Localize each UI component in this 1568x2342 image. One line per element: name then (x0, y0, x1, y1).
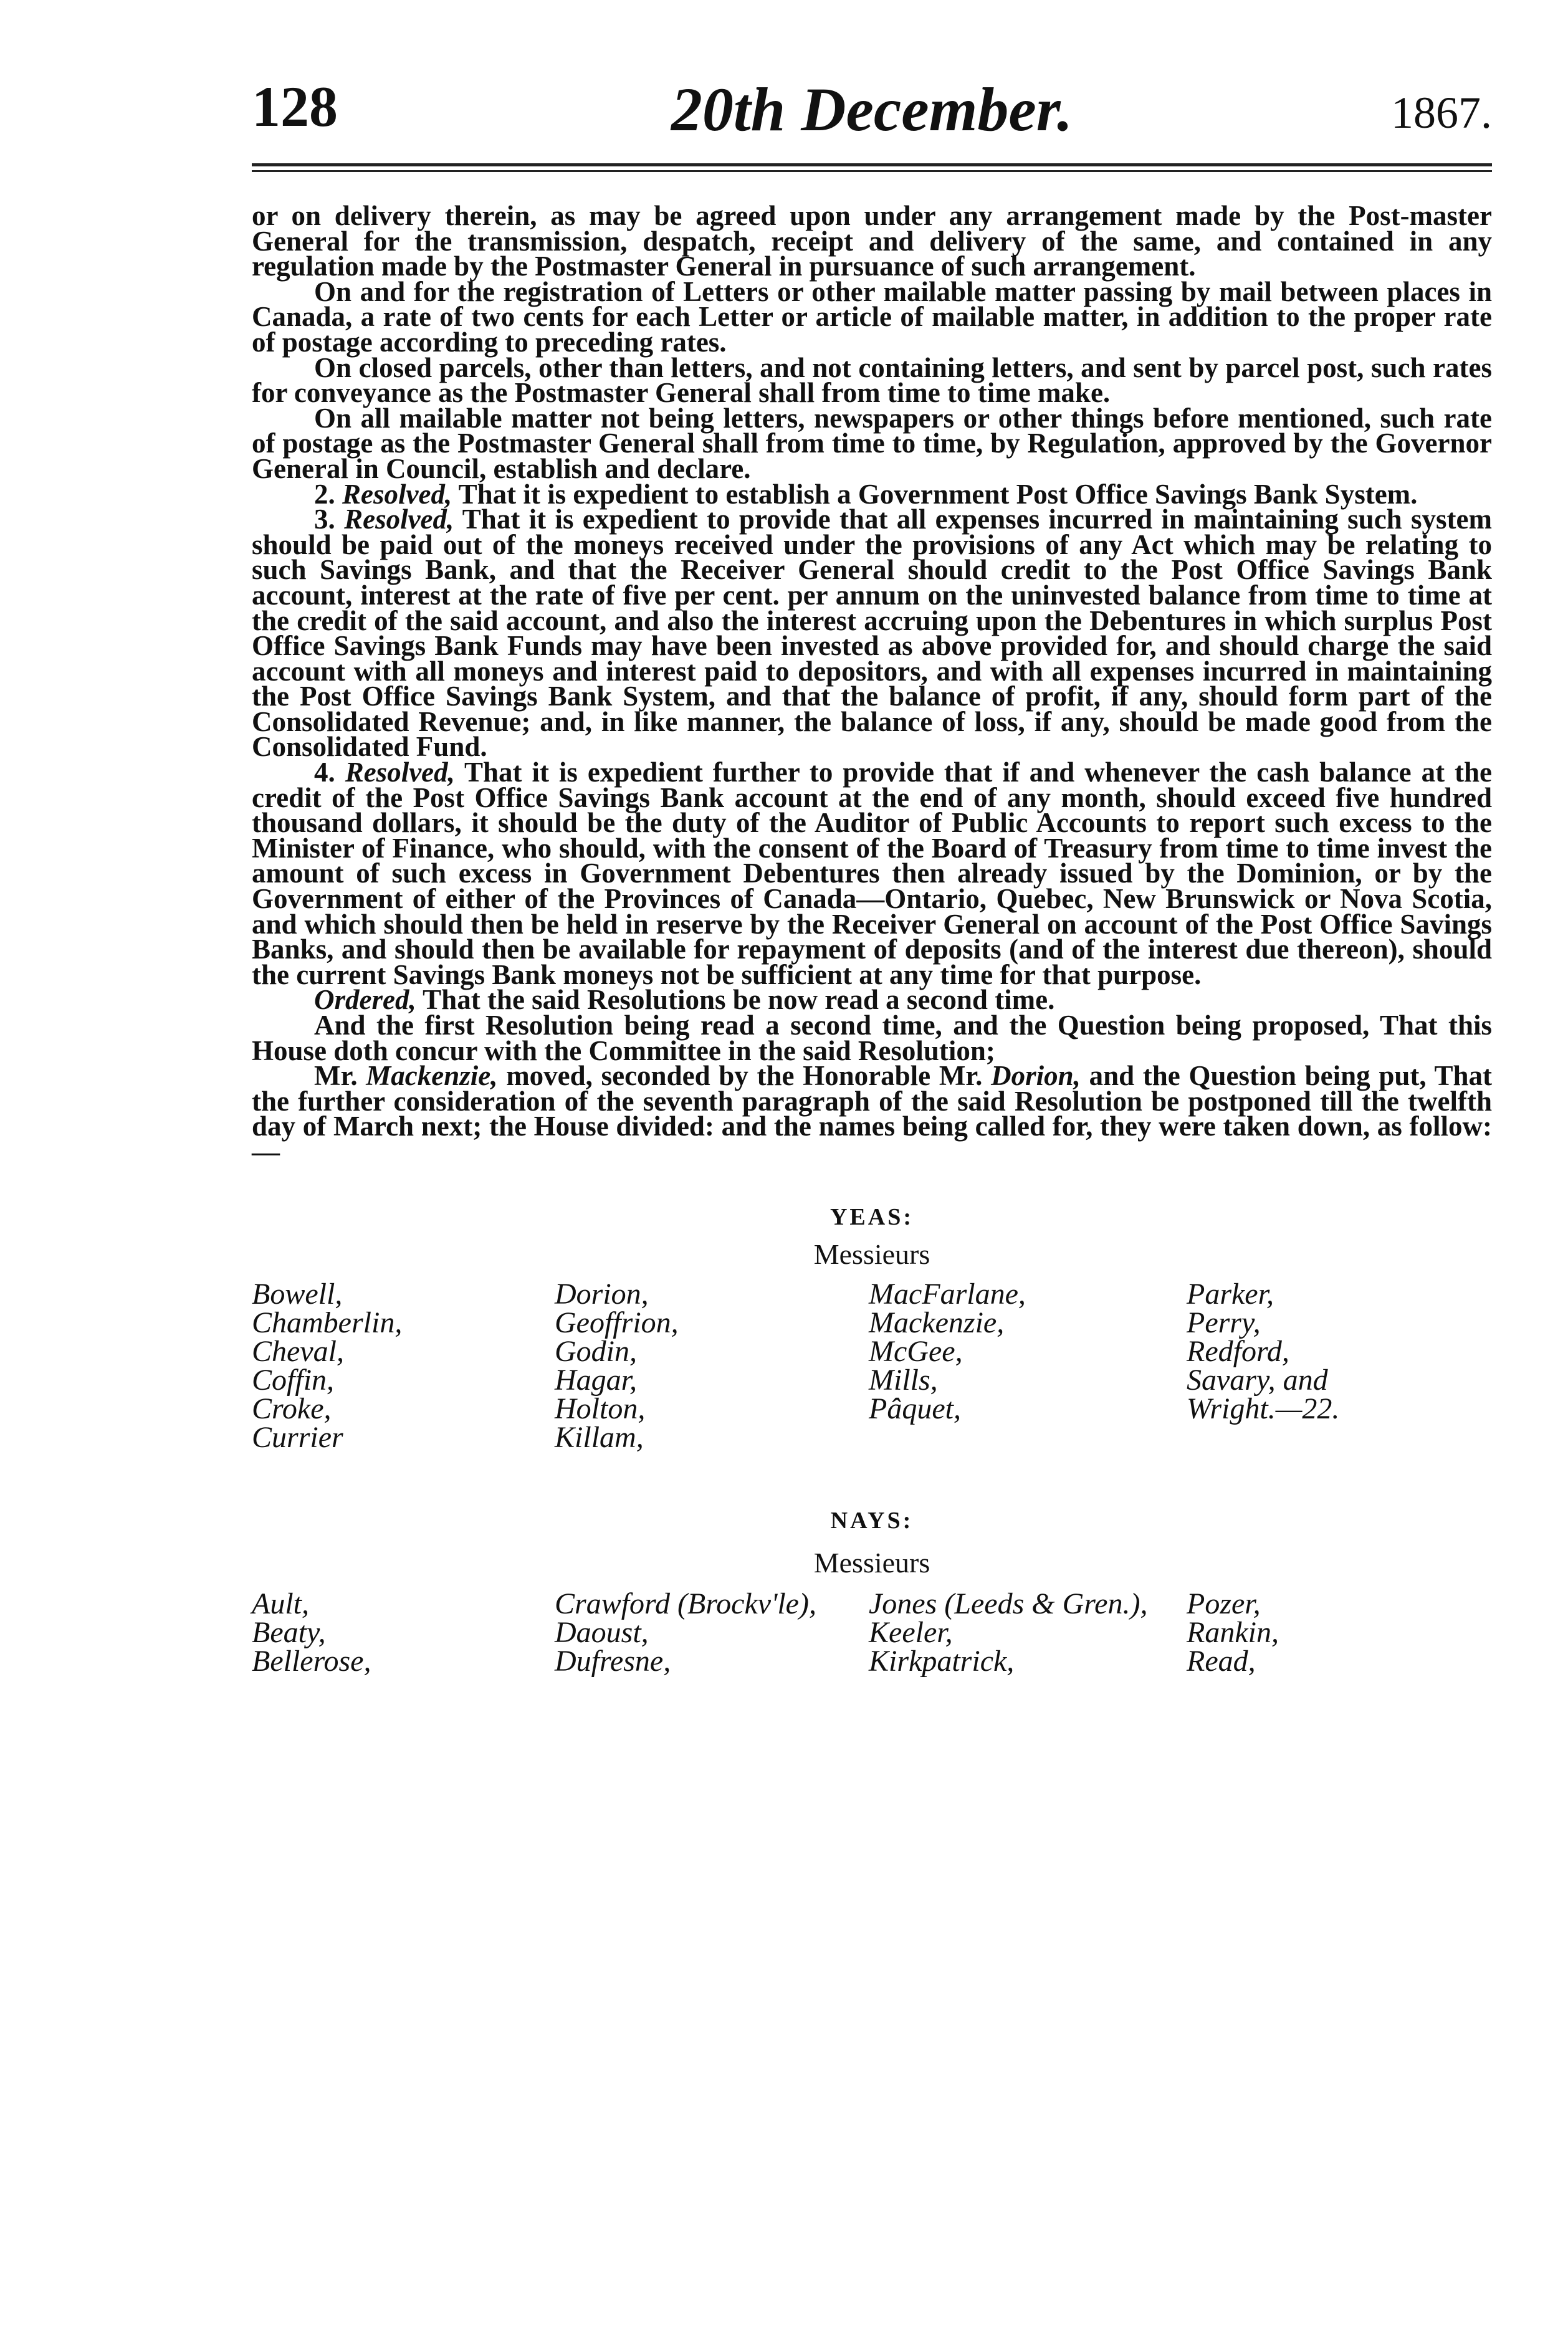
member-name: Geoffrion, (555, 1306, 679, 1339)
resolution-text: That it is expedient to establish a Government Post Office Savings Bank System. (458, 478, 1418, 510)
yeas-column-3 (869, 1277, 1026, 1425)
yeas-messieurs: Messieurs (813, 1238, 930, 1271)
resolved-label: Resolved, (344, 504, 454, 535)
member-name: Holton, (555, 1392, 646, 1425)
member-name: Jones (Leeds & Gren.), (869, 1587, 1148, 1620)
resolved-label: Resolved, (342, 478, 452, 510)
member-name: MacFarlane, (869, 1277, 1026, 1311)
body-text (252, 200, 1493, 1683)
member-name: Redford, (1187, 1334, 1289, 1368)
member-name: Currier (252, 1420, 343, 1454)
resolution-number: 3. (314, 504, 335, 535)
member-name: Wright.—22. (1187, 1392, 1340, 1425)
paragraph-motion (252, 1060, 1493, 1167)
nays-messieurs: Messieurs (813, 1547, 930, 1579)
mover-name: Mackenzie, (366, 1060, 498, 1092)
ordered-label: Ordered, (314, 984, 416, 1016)
nays-column-2 (555, 1587, 816, 1678)
nays-column-4 (1187, 1587, 1279, 1678)
motion-seconded: moved, seconded by the Honorable Mr. (506, 1060, 983, 1092)
resolution-4 (252, 757, 1493, 990)
page-header (252, 74, 1492, 142)
member-name: Cheval, (252, 1334, 344, 1368)
order-text: That the said Resolutions be now read a second time. (423, 984, 1055, 1016)
resolved-label: Resolved, (345, 757, 455, 788)
resolution-number: 2. (314, 478, 335, 510)
paragraph-registration: On and for the registration of Letters or other mailable matter passing by mail between places in Canada, a rate of two cents for each Letter or article of mailable matter, in addition to the proper rate of postage according to preceding rates. (252, 275, 1492, 358)
resolution-number: 4. (314, 757, 335, 788)
member-name: Crawford (Brockv'le), (555, 1587, 816, 1620)
yeas-heading: YEAS: (829, 1203, 914, 1230)
member-name: Croke, (252, 1392, 332, 1425)
member-name: Rankin, (1187, 1615, 1279, 1649)
order-second-reading (252, 984, 1492, 1016)
paragraph-mailable-matter: On all mailable matter not being letters, newspapers or other things before mentioned, such rate of postage as the Postmaster General shall from time to time, by Regulation, approved by the Governor General in Council, establish and declare. (252, 402, 1492, 484)
header-rule-bottom (252, 170, 1492, 172)
member-name: Chamberlin, (252, 1306, 403, 1339)
member-name: McGee, (869, 1334, 963, 1368)
member-name: Pâquet, (869, 1392, 961, 1425)
member-name: Mills, (869, 1363, 938, 1397)
resolution-2 (252, 478, 1492, 510)
resolution-text: That it is expedient further to provide that if and whenever the cash balance at the credit of the Post Office Savings Bank account at the end of any month, should exceed five hundred thousand dollars, it should be the duty of the Auditor of Public Accounts to report such excess to the Minister of Finance, who should, with the consent of the Board of Treasury from time to time invest the amount of such excess in Government Debentures then already issued by the Dominion, or by the Government of either of the Provinces of Canada—Ontario, Quebec, New Brunswick or Nova Scotia, and which should then be held in reserve by the Receiver General on account of the Post Office Savings Banks, and should then be available for repayment of deposits (and of the interest due thereon), should the current Savings Bank moneys not be sufficient at any time for that purpose. (252, 757, 1493, 990)
header-year: 1867. (1391, 88, 1492, 138)
nays-column-1 (252, 1587, 371, 1678)
member-name: Read, (1187, 1644, 1256, 1678)
member-name: Killam, (555, 1420, 644, 1454)
paragraph-continued: or on delivery therein, as may be agreed upon under any arrangement made by the Post-master General for the transmission, despatch, receipt and delivery of the same, and contained in any regulation made by the Postmaster General in pursuance of such arrangement. (252, 200, 1492, 282)
paragraph-first-resolution: And the first Resolution being read a second time, and the Question being proposed, That this House doth concur with the Committee in the said Resolution; (252, 1010, 1492, 1066)
member-name: Dorion, (555, 1277, 649, 1311)
resolution-text: That it is expedient to provide that all expenses incurred in maintaining such system should be paid out of the moneys received under the provisions of any Act which may be relating to such Savings Bank, and that the Receiver General should credit to the Post Office Savings Bank account, interest at the rate of five per cent. per annum on the uninvested balance from time to time at the credit of the said account, and also the interest accruing upon the Debentures in which surplus Post Office Savings Bank Funds may have been invested as above provided for, and should charge the said account with all moneys and interest paid to depositors, and with all expenses incurred in maintaining the Post Office Savings Bank System, and that the balance of profit, if any, should form part of the Consolidated Revenue; and, in like manner, the balance of loss, if any, should be made good from the Consolidated Fund. (252, 504, 1492, 763)
header-date: 20th December. (671, 75, 1073, 144)
seconder-name: Dorion, (991, 1060, 1081, 1092)
member-name: Hagar, (555, 1363, 638, 1397)
yeas-column-4 (1187, 1277, 1340, 1425)
member-name: Bellerose, (252, 1644, 371, 1678)
member-name: Beaty, (252, 1615, 326, 1649)
yeas-column-2 (555, 1277, 679, 1454)
yeas-column-1 (252, 1277, 403, 1454)
nays-names (252, 1587, 1492, 1683)
motion-text: and the Question being put, That the further consideration of the seventh paragraph of the said Resolution be postponed till the twelfth day of March next; the House divided: and the names being called for, they were taken down, as follow:— (252, 1060, 1493, 1167)
nays-heading: NAYS: (830, 1507, 914, 1534)
member-name: Perry, (1187, 1306, 1261, 1339)
nays-column-3 (869, 1587, 1148, 1678)
header-rule-top (252, 163, 1492, 166)
member-name: Savary, and (1187, 1363, 1328, 1397)
member-name: Bowell, (252, 1277, 343, 1311)
member-name: Dufresne, (555, 1644, 671, 1678)
member-name: Kirkpatrick, (869, 1644, 1015, 1678)
member-name: Ault, (252, 1587, 309, 1620)
member-name: Godin, (555, 1334, 637, 1368)
member-name: Keeler, (869, 1615, 953, 1649)
motion-prefix: Mr. (314, 1060, 358, 1092)
paragraph-parcels: On closed parcels, other than letters, and not containing letters, and sent by parcel post, such rates for conveyance as the Postmaster General shall from time to time make. (252, 351, 1492, 409)
member-name: Mackenzie, (869, 1306, 1005, 1339)
page-number: 128 (252, 75, 338, 138)
member-name: Coffin, (252, 1363, 335, 1397)
member-name: Parker, (1187, 1277, 1274, 1311)
resolution-3 (252, 504, 1492, 763)
yeas-names (252, 1277, 1492, 1461)
member-name: Daoust, (555, 1615, 649, 1649)
member-name: Pozer, (1187, 1587, 1261, 1620)
